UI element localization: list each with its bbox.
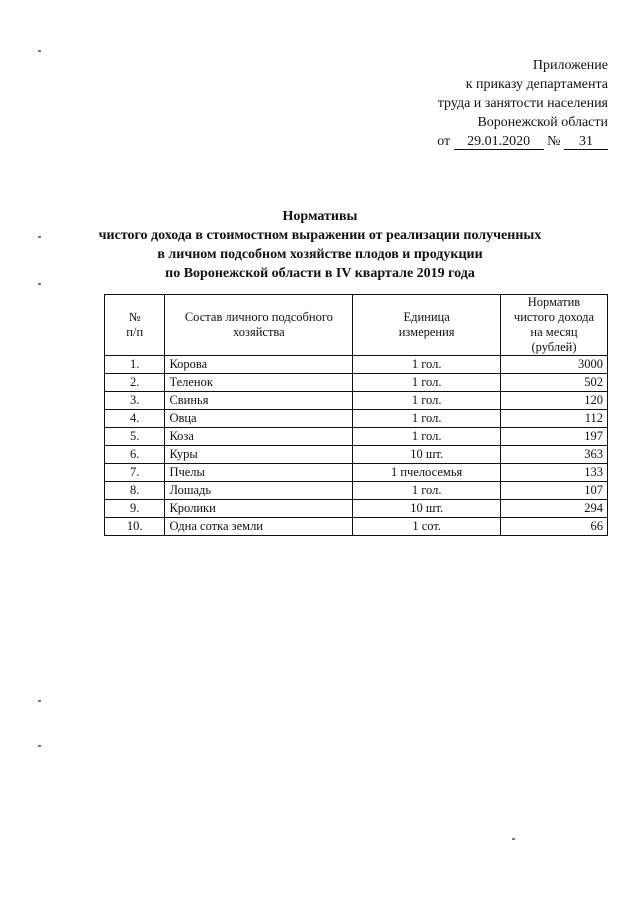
row-composition: Одна сотка земли — [165, 518, 353, 536]
row-composition: Лошадь — [165, 482, 353, 500]
table-row — [105, 410, 608, 428]
order-date: 29.01.2020 — [454, 134, 544, 150]
norms-table — [104, 294, 608, 536]
row-composition: Кролики — [165, 500, 353, 518]
header-text: чистого дохода — [513, 310, 595, 324]
row-composition: Коза — [165, 428, 353, 446]
row-unit: 1 гол. — [353, 356, 501, 374]
row-num: 2. — [105, 374, 165, 392]
row-unit: 1 сот. — [353, 518, 501, 536]
row-unit: 1 гол. — [353, 392, 501, 410]
appendix-line: к приказу департамента — [465, 77, 608, 92]
header-text: хозяйства — [233, 325, 285, 339]
title-line: Нормативы — [282, 209, 358, 224]
row-norm: 502 — [500, 374, 607, 392]
row-composition: Овца — [165, 410, 353, 428]
table-row — [105, 518, 608, 536]
row-unit: 10 шт. — [353, 500, 501, 518]
row-norm: 197 — [500, 428, 607, 446]
row-unit: 10 шт. — [353, 446, 501, 464]
header-text: (рублей) — [531, 340, 577, 354]
header-unit — [353, 295, 501, 356]
scan-speck — [38, 50, 41, 52]
row-num: 7. — [105, 464, 165, 482]
header-text: Состав личного подсобного — [184, 310, 333, 324]
row-norm: 112 — [500, 410, 607, 428]
title-line: по Воронежской области в IV квартале 2019 года — [165, 266, 475, 281]
row-num: 1. — [105, 356, 165, 374]
table-row — [105, 428, 608, 446]
row-composition: Куры — [165, 446, 353, 464]
header-text: Единица — [403, 310, 450, 324]
row-norm: 66 — [500, 518, 607, 536]
table-row — [105, 500, 608, 518]
title-line: чистого дохода в стоимостном выражении от реализации полученных — [98, 228, 542, 243]
row-norm: 107 — [500, 482, 607, 500]
table-row — [105, 374, 608, 392]
row-num: 9. — [105, 500, 165, 518]
row-num: 8. — [105, 482, 165, 500]
row-composition: Пчелы — [165, 464, 353, 482]
table-header-row — [105, 295, 608, 356]
title-line: в личном подсобном хозяйстве плодов и продукции — [157, 247, 483, 262]
row-num: 6. — [105, 446, 165, 464]
header-text: измерения — [398, 325, 455, 339]
header-text: № — [128, 310, 141, 324]
row-composition: Свинья — [165, 392, 353, 410]
row-unit: 1 гол. — [353, 428, 501, 446]
row-num: 5. — [105, 428, 165, 446]
scan-speck — [38, 700, 41, 702]
row-norm: 133 — [500, 464, 607, 482]
row-norm: 120 — [500, 392, 607, 410]
scan-speck — [512, 838, 515, 840]
header-text: п/п — [126, 325, 144, 339]
row-norm: 363 — [500, 446, 607, 464]
scan-speck — [38, 283, 41, 285]
scan-speck — [38, 745, 41, 747]
row-num: 10. — [105, 518, 165, 536]
appendix-line: Приложение — [532, 58, 608, 73]
row-composition: Корова — [165, 356, 353, 374]
header-num — [105, 295, 165, 356]
row-composition: Теленок — [165, 374, 353, 392]
number-sign: № — [547, 134, 561, 149]
table-row — [105, 482, 608, 500]
order-reference — [437, 132, 608, 151]
row-unit: 1 гол. — [353, 374, 501, 392]
row-unit: 1 гол. — [353, 482, 501, 500]
header-composition — [165, 295, 353, 356]
date-prefix: от — [437, 134, 451, 149]
appendix-header — [437, 56, 608, 151]
row-num: 4. — [105, 410, 165, 428]
table-row — [105, 464, 608, 482]
header-text: Норматив — [527, 295, 581, 309]
appendix-line: Воронежской области — [477, 115, 608, 130]
row-norm: 294 — [500, 500, 607, 518]
row-unit: 1 гол. — [353, 410, 501, 428]
table-row — [105, 392, 608, 410]
document-title — [0, 207, 640, 283]
row-num: 3. — [105, 392, 165, 410]
row-norm: 3000 — [500, 356, 607, 374]
order-number: 31 — [564, 134, 608, 150]
appendix-line: труда и занятости населения — [437, 96, 608, 111]
header-text: на месяц — [530, 325, 578, 339]
header-norm — [500, 295, 607, 356]
scan-speck — [38, 236, 41, 238]
row-unit: 1 пчелосемья — [353, 464, 501, 482]
table-row — [105, 356, 608, 374]
table-row — [105, 446, 608, 464]
